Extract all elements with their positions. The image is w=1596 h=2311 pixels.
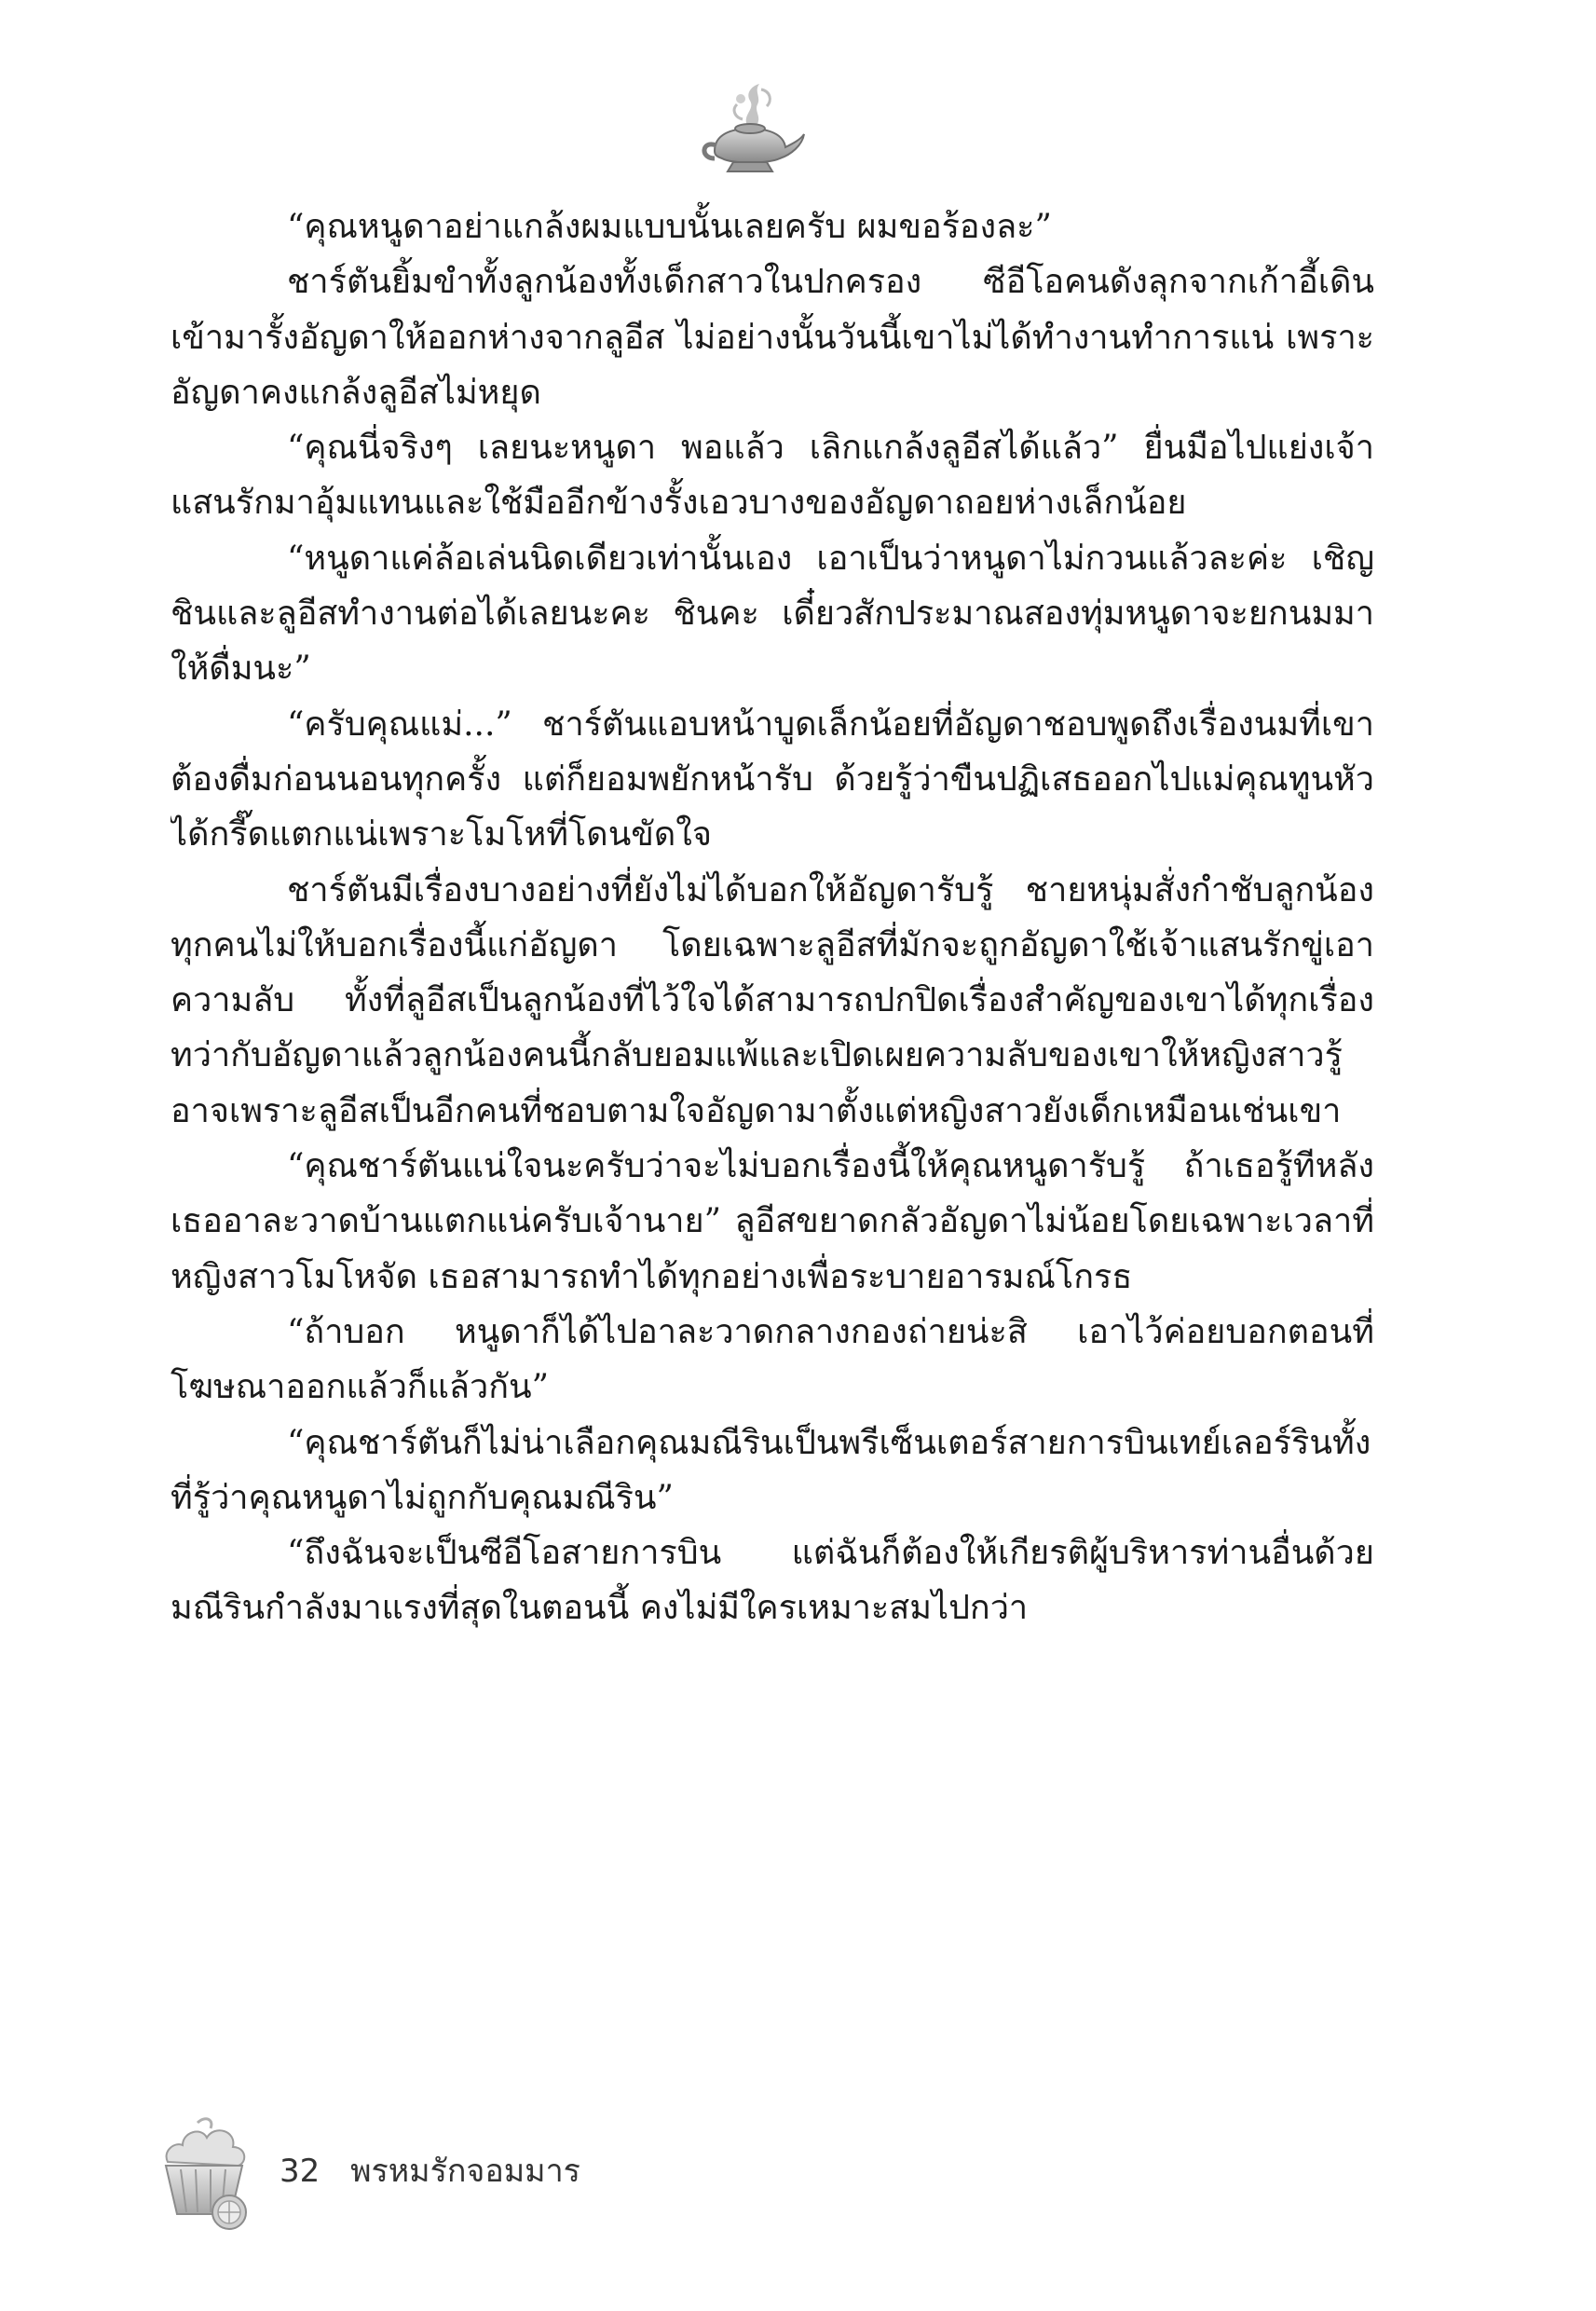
paragraph: “ครับคุณแม่...” ชาร์ตันแอบหน้าบูดเล็กน้อยที่อัญดาชอบพูดถึงเรื่องนมที่เขาต้องดื่มก่อนนอนทุกครั้ง แต่ก็ยอมพยักหน้ารับ ด้วยรู้ว่าขืนปฏิเสธออกไปแม่คุณทูนหัวได้กรี๊ดแตกแน่เพราะโมโหที่โดนขัดใจ [171, 704, 1374, 855]
paragraph: “หนูดาแค่ล้อเล่นนิดเดียวเท่านั้นเอง เอาเป็นว่าหนูดาไม่กวนแล้วละค่ะ เชิญชินและลูอีสทำงานต่อได้เลยนะคะ ชินคะ เดี๋ยวสักประมาณสองทุ่มหนูดาจะยกนมมาให้ดื่มนะ” [171, 539, 1374, 689]
paragraph: “คุณชาร์ตันแน่ใจนะครับว่าจะไม่บอกเรื่องนี้ให้คุณหนูดารับรู้ ถ้าเธอรู้ทีหลัง เธออาละวาดบ้านแตกแน่ครับเจ้านาย” ลูอีสขยาดกลัวอัญดาไม่น้อยโดยเฉพาะเวลาที่หญิงสาวโมโหจัด เธอสามารถทำได้ทุกอย่างเพื่อระบายอารมณ์โกรธ [171, 1147, 1374, 1296]
paragraph: “คุณชาร์ตันก็ไม่น่าเลือกคุณมณีรินเป็นพรีเซ็นเตอร์สายการบินเทย์เลอร์รินทั้งที่รู้ว่าคุณหนูดาไม่ถูกกับคุณมณีริน” [171, 1423, 1371, 1517]
page-footer [149, 2104, 801, 2235]
footer-caption [280, 2145, 580, 2195]
paragraph: “คุณหนูดาอย่าแกล้งผมแบบนั้นเลยครับ ผมขอร้องละ” [287, 208, 1052, 246]
page-number: 32 [280, 2153, 321, 2190]
paragraph: ชาร์ตันยิ้มขำทั้งลูกน้องทั้งเด็กสาวในปกครอง ซีอีโอคนดังลุกจากเก้าอี้เดินเข้ามารั้งอัญดาให้ออกห่างจากลูอีส ไม่อย่างนั้นวันนี้เขาไม่ได้ทำงานทำการแน่ เพราะอัญดาคงแกล้งลูอีสไม่หยุด [171, 263, 1374, 412]
body-text [171, 199, 1374, 2097]
book-title: พรหมรักจอมมาร [350, 2153, 580, 2190]
genie-lamp-icon [694, 73, 806, 185]
paragraph: ชาร์ตันมีเรื่องบางอย่างที่ยังไม่ได้บอกให้อัญดารับรู้ ชายหนุ่มสั่งกำชับลูกน้องทุกคนไม่ให้บอกเรื่องนี้แก่อัญดา โดยเฉพาะลูอีสที่มักจะถูกอัญดาใช้เจ้าแสนรักขู่เอาความลับ ทั้งที่ลูอีสเป็นลูกน้องที่ไว้ใจได้สามารถปกปิดเรื่องสำคัญของเขาได้ทุกเรื่อง ทว่ากับอัญดาแล้วลูกน้องคนนี้กลับยอมแพ้และเปิดเผยความลับของเขาให้หญิงสาวรู้ อาจเพราะลูอีสเป็นอีกคนที่ชอบตามใจอัญดามาตั้งแต่หญิงสาวยังเด็กเหมือนเช่นเขา [171, 870, 1374, 1130]
cupcake-icon [149, 2104, 261, 2235]
paragraph: “ถึงฉันจะเป็นซีอีโอสายการบิน แต่ฉันก็ต้องให้เกียรติผู้บริหารท่านอื่นด้วย มณีรินกำลังมาแรงที่สุดในตอนนี้ คงไม่มีใครเหมาะสมไปกว่า [171, 1534, 1374, 1628]
paragraph: “คุณนี่จริงๆ เลยนะหนูดา พอแล้ว เลิกแกล้งลูอีสได้แล้ว” ยื่นมือไปแย่งเจ้าแสนรักมาอุ้มแทนและใช้มืออีกข้างรั้งเอวบางของอัญดาถอยห่างเล็กน้อย [171, 429, 1374, 523]
paragraph: “ถ้าบอก หนูดาก็ได้ไปอาละวาดกลางกองถ่ายน่ะสิ เอาไว้ค่อยบอกตอนที่โฆษณาออกแล้วก็แล้วกัน” [171, 1312, 1374, 1407]
